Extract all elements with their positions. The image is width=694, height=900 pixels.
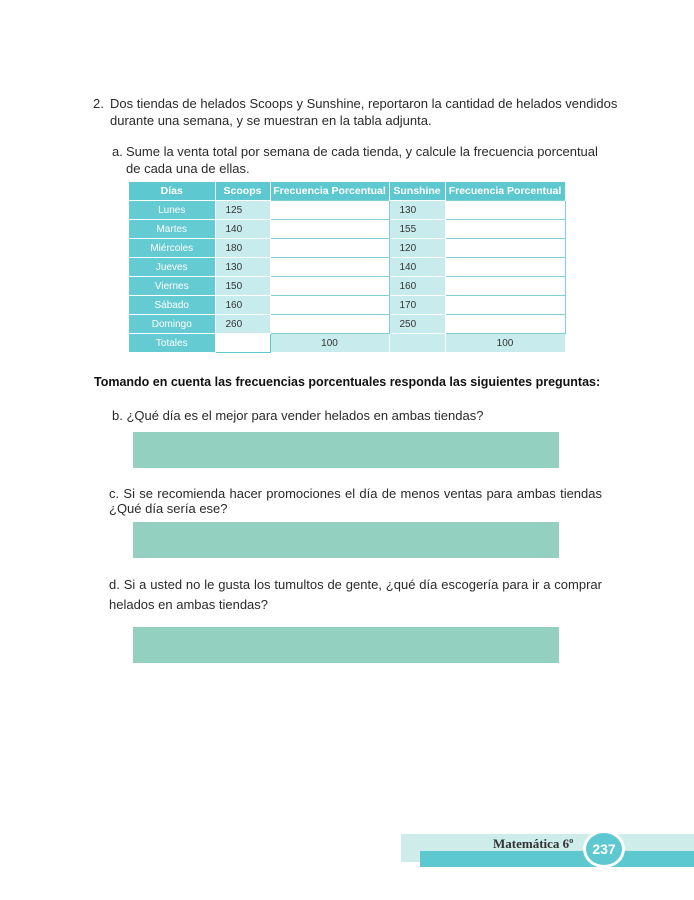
scoops-cell: 140 — [215, 220, 270, 239]
question-d-line-1: d. Si a usted no le gusta los tumultos de gente, ¿qué día escogería para ir a comprar — [109, 577, 602, 592]
sunshine-cell: 250 — [389, 315, 445, 334]
header-dias: Días — [129, 182, 215, 201]
question-2-line-2: durante una semana, y se muestran en la tabla adjunta. — [110, 113, 432, 128]
day-cell: Martes — [129, 220, 215, 239]
sunshine-cell: 140 — [389, 258, 445, 277]
answer-box-c[interactable] — [133, 522, 559, 558]
day-cell: Lunes — [129, 201, 215, 220]
frecuencia-sunshine-input[interactable] — [445, 296, 565, 315]
frecuencia-sunshine-total: 100 — [445, 334, 565, 353]
totals-label: Totales — [129, 334, 215, 353]
question-a-label: a. — [112, 144, 123, 159]
sunshine-cell: 120 — [389, 239, 445, 258]
scoops-cell: 180 — [215, 239, 270, 258]
frecuencia-scoops-input[interactable] — [270, 315, 389, 334]
question-a-line-1: Sume la venta total por semana de cada tienda, y calcule la frecuencia porcentual — [126, 144, 598, 159]
header-scoops: Scoops — [215, 182, 270, 201]
table-row — [129, 220, 565, 239]
question-2-line-1: Dos tiendas de helados Scoops y Sunshine, reportaron la cantidad de helados vendidos — [110, 96, 618, 111]
frecuencia-scoops-total: 100 — [270, 334, 389, 353]
header-frecuencia-scoops: Frecuencia Porcentual — [270, 182, 389, 201]
frecuencia-scoops-input[interactable] — [270, 239, 389, 258]
day-cell: Domingo — [129, 315, 215, 334]
question-c-line-2: ¿Qué día sería ese? — [109, 501, 228, 516]
sales-frequency-table — [129, 182, 566, 353]
question-2-number: 2. — [93, 96, 104, 111]
instruction-heading: Tomando en cuenta las frecuencias porcentuales responda las siguientes preguntas: — [94, 375, 601, 389]
sunshine-cell: 155 — [389, 220, 445, 239]
frecuencia-sunshine-input[interactable] — [445, 277, 565, 296]
table-row — [129, 277, 565, 296]
scoops-cell: 125 — [215, 201, 270, 220]
table-header-row — [129, 182, 565, 201]
frecuencia-sunshine-input[interactable] — [445, 239, 565, 258]
scoops-cell: 260 — [215, 315, 270, 334]
table-row — [129, 201, 565, 220]
frecuencia-scoops-input[interactable] — [270, 296, 389, 315]
table-row — [129, 258, 565, 277]
table-row — [129, 296, 565, 315]
frecuencia-sunshine-input[interactable] — [445, 258, 565, 277]
frecuencia-scoops-input[interactable] — [270, 258, 389, 277]
frecuencia-sunshine-input[interactable] — [445, 315, 565, 334]
frecuencia-sunshine-input[interactable] — [445, 220, 565, 239]
scoops-total-input[interactable] — [215, 334, 270, 353]
answer-box-b[interactable] — [133, 432, 559, 468]
footer-book-title: Matemática 6º — [493, 836, 574, 851]
scoops-cell: 130 — [215, 258, 270, 277]
day-cell: Viernes — [129, 277, 215, 296]
frecuencia-scoops-input[interactable] — [270, 277, 389, 296]
scoops-cell: 150 — [215, 277, 270, 296]
frecuencia-scoops-input[interactable] — [270, 201, 389, 220]
scoops-cell: 160 — [215, 296, 270, 315]
table-row — [129, 239, 565, 258]
question-d-line-2: helados en ambas tiendas? — [109, 597, 269, 612]
sunshine-cell: 130 — [389, 201, 445, 220]
sunshine-cell: 170 — [389, 296, 445, 315]
footer-band-dark — [420, 851, 694, 867]
header-frecuencia-sunshine: Frecuencia Porcentual — [445, 182, 565, 201]
header-sunshine: Sunshine — [389, 182, 445, 201]
page-number-badge: 237 — [583, 830, 625, 868]
sunshine-total-input[interactable] — [389, 334, 445, 353]
question-c-line-1: c. Si se recomienda hacer promociones el día de menos ventas para ambas tiendas — [109, 486, 602, 501]
question-b-text: b. ¿Qué día es el mejor para vender helados en ambas tiendas? — [112, 408, 484, 423]
question-a-line-2: de cada una de ellas. — [126, 161, 250, 176]
day-cell: Jueves — [129, 258, 215, 277]
frecuencia-sunshine-input[interactable] — [445, 201, 565, 220]
sunshine-cell: 160 — [389, 277, 445, 296]
day-cell: Miércoles — [129, 239, 215, 258]
frecuencia-scoops-input[interactable] — [270, 220, 389, 239]
answer-box-d[interactable] — [133, 627, 559, 663]
day-cell: Sábado — [129, 296, 215, 315]
table-row — [129, 315, 565, 334]
totals-row — [129, 334, 565, 353]
